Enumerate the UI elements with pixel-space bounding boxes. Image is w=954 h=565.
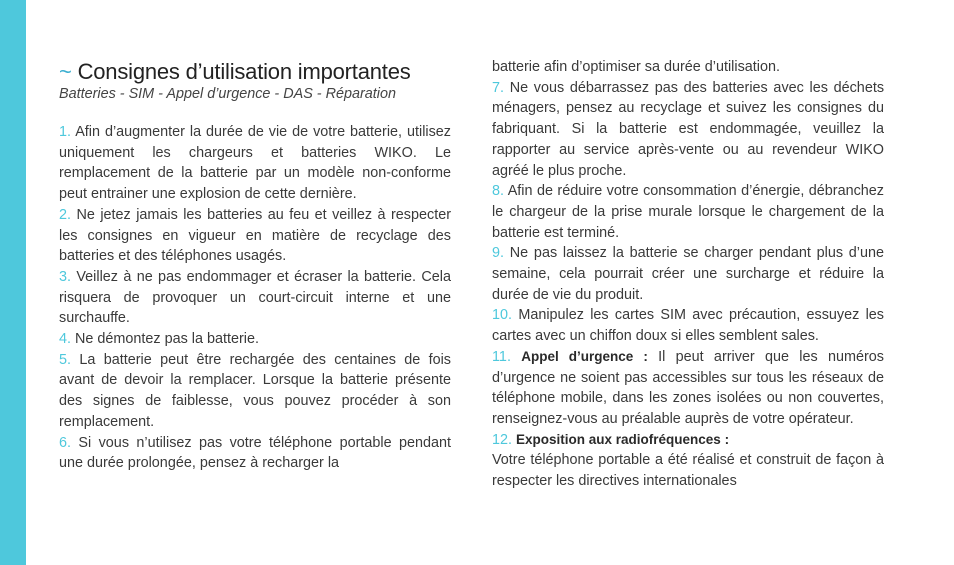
item-number: 8.	[492, 183, 505, 200]
item-number: 10.	[492, 307, 513, 324]
list-item	[59, 205, 451, 267]
item-text: Afin de réduire votre consommation d’énergie, débranchez le chargeur de la prise murale lorsque le chargement de la batterie est terminé.	[492, 183, 884, 241]
item-text: Ne vous débarrassez pas des batteries avec les déchets ménagers, pensez au recyclage et suivez les consignes du fabriquant. Si la batterie est endommagée, veuillez la rapporter au service après-vente ou au revendeur WIKO agréé le plus proche.	[492, 79, 885, 179]
item-number: 7.	[492, 79, 505, 96]
list-item	[492, 347, 884, 430]
list-item-continued	[492, 450, 884, 491]
list-item	[59, 122, 451, 205]
item-text: Veillez à ne pas endommager et écraser la batterie. Cela risquera de provoquer un court-circuit interne et une surchauffe.	[59, 268, 451, 327]
item-text: Ne pas laissez la batterie se charger pendant plus d’une semaine, cela pourrait créer une surcharge et réduire la durée de vie du produit.	[492, 245, 885, 303]
item-number: 1.	[59, 124, 72, 140]
list-item-continued	[492, 57, 884, 78]
item-text: La batterie peut être rechargée des centaines de fois avant de devoir la remplacer. Lorsque la batterie présente des signes de faiblesse, vous pouvez procéder à son remplacement.	[59, 351, 451, 430]
item-heading: Exposition aux radiofréquences :	[516, 431, 730, 447]
item-number: 12.	[492, 431, 513, 448]
item-text: Si vous n’utilisez pas votre téléphone portable pendant une durée prolongée, pensez à recharger la	[59, 434, 452, 472]
page-subtitle: Batteries - SIM - Appel d’urgence - DAS - Réparation	[59, 86, 396, 102]
right-column	[492, 57, 884, 492]
item-text: Ne jetez jamais les batteries au feu et veillez à respecter les consignes en vigueur en matière de recyclage des batteries et des téléphones usagés.	[59, 206, 451, 265]
item-text: Manipulez les cartes SIM avec précaution, essuyez les cartes avec un chiffon doux si elles semblent sales.	[492, 307, 884, 345]
item-text: Il peut arriver que les numéros d’urgence ne soient pas accessibles sur tous les réseaux de téléphone mobile, dans les zones isolées ou non couvertes, renseignez-vous au préalable auprès de votre opérateur.	[492, 348, 884, 427]
list-item	[59, 329, 451, 350]
item-number: 9.	[492, 245, 505, 262]
item-text: Afin d’augmenter la durée de vie de votre batterie, utilisez uniquement les chargeurs et batteries WIKO. Le remplacement de la batterie par un modèle non-conforme peut entrainer une explosion de cette dernière.	[59, 124, 451, 203]
list-item	[492, 305, 884, 346]
item-heading: Appel d’urgence :	[521, 348, 648, 364]
item-text: batterie afin d’optimiser sa durée d’utilisation.	[492, 59, 780, 75]
list-item	[59, 433, 451, 474]
item-number: 4.	[59, 331, 72, 348]
item-text: Votre téléphone portable a été réalisé et construit de façon à respecter les directives internationales	[492, 452, 884, 490]
title-text: Consignes d’utilisation importantes	[77, 59, 411, 84]
item-number: 2.	[59, 206, 72, 223]
item-text: Ne démontez pas la batterie.	[75, 331, 260, 348]
list-item	[492, 181, 884, 243]
list-item	[492, 430, 884, 451]
left-column	[59, 58, 451, 474]
item-number: 6.	[59, 434, 72, 451]
title-tilde: ~	[59, 59, 72, 84]
item-number: 3.	[59, 268, 72, 285]
page-title	[59, 58, 451, 86]
list-item	[59, 267, 451, 329]
accent-side-bar	[0, 0, 26, 565]
item-number: 5.	[59, 351, 72, 368]
list-item	[492, 78, 884, 182]
item-number: 11.	[492, 348, 511, 365]
list-item	[59, 350, 451, 433]
list-item	[492, 243, 884, 305]
